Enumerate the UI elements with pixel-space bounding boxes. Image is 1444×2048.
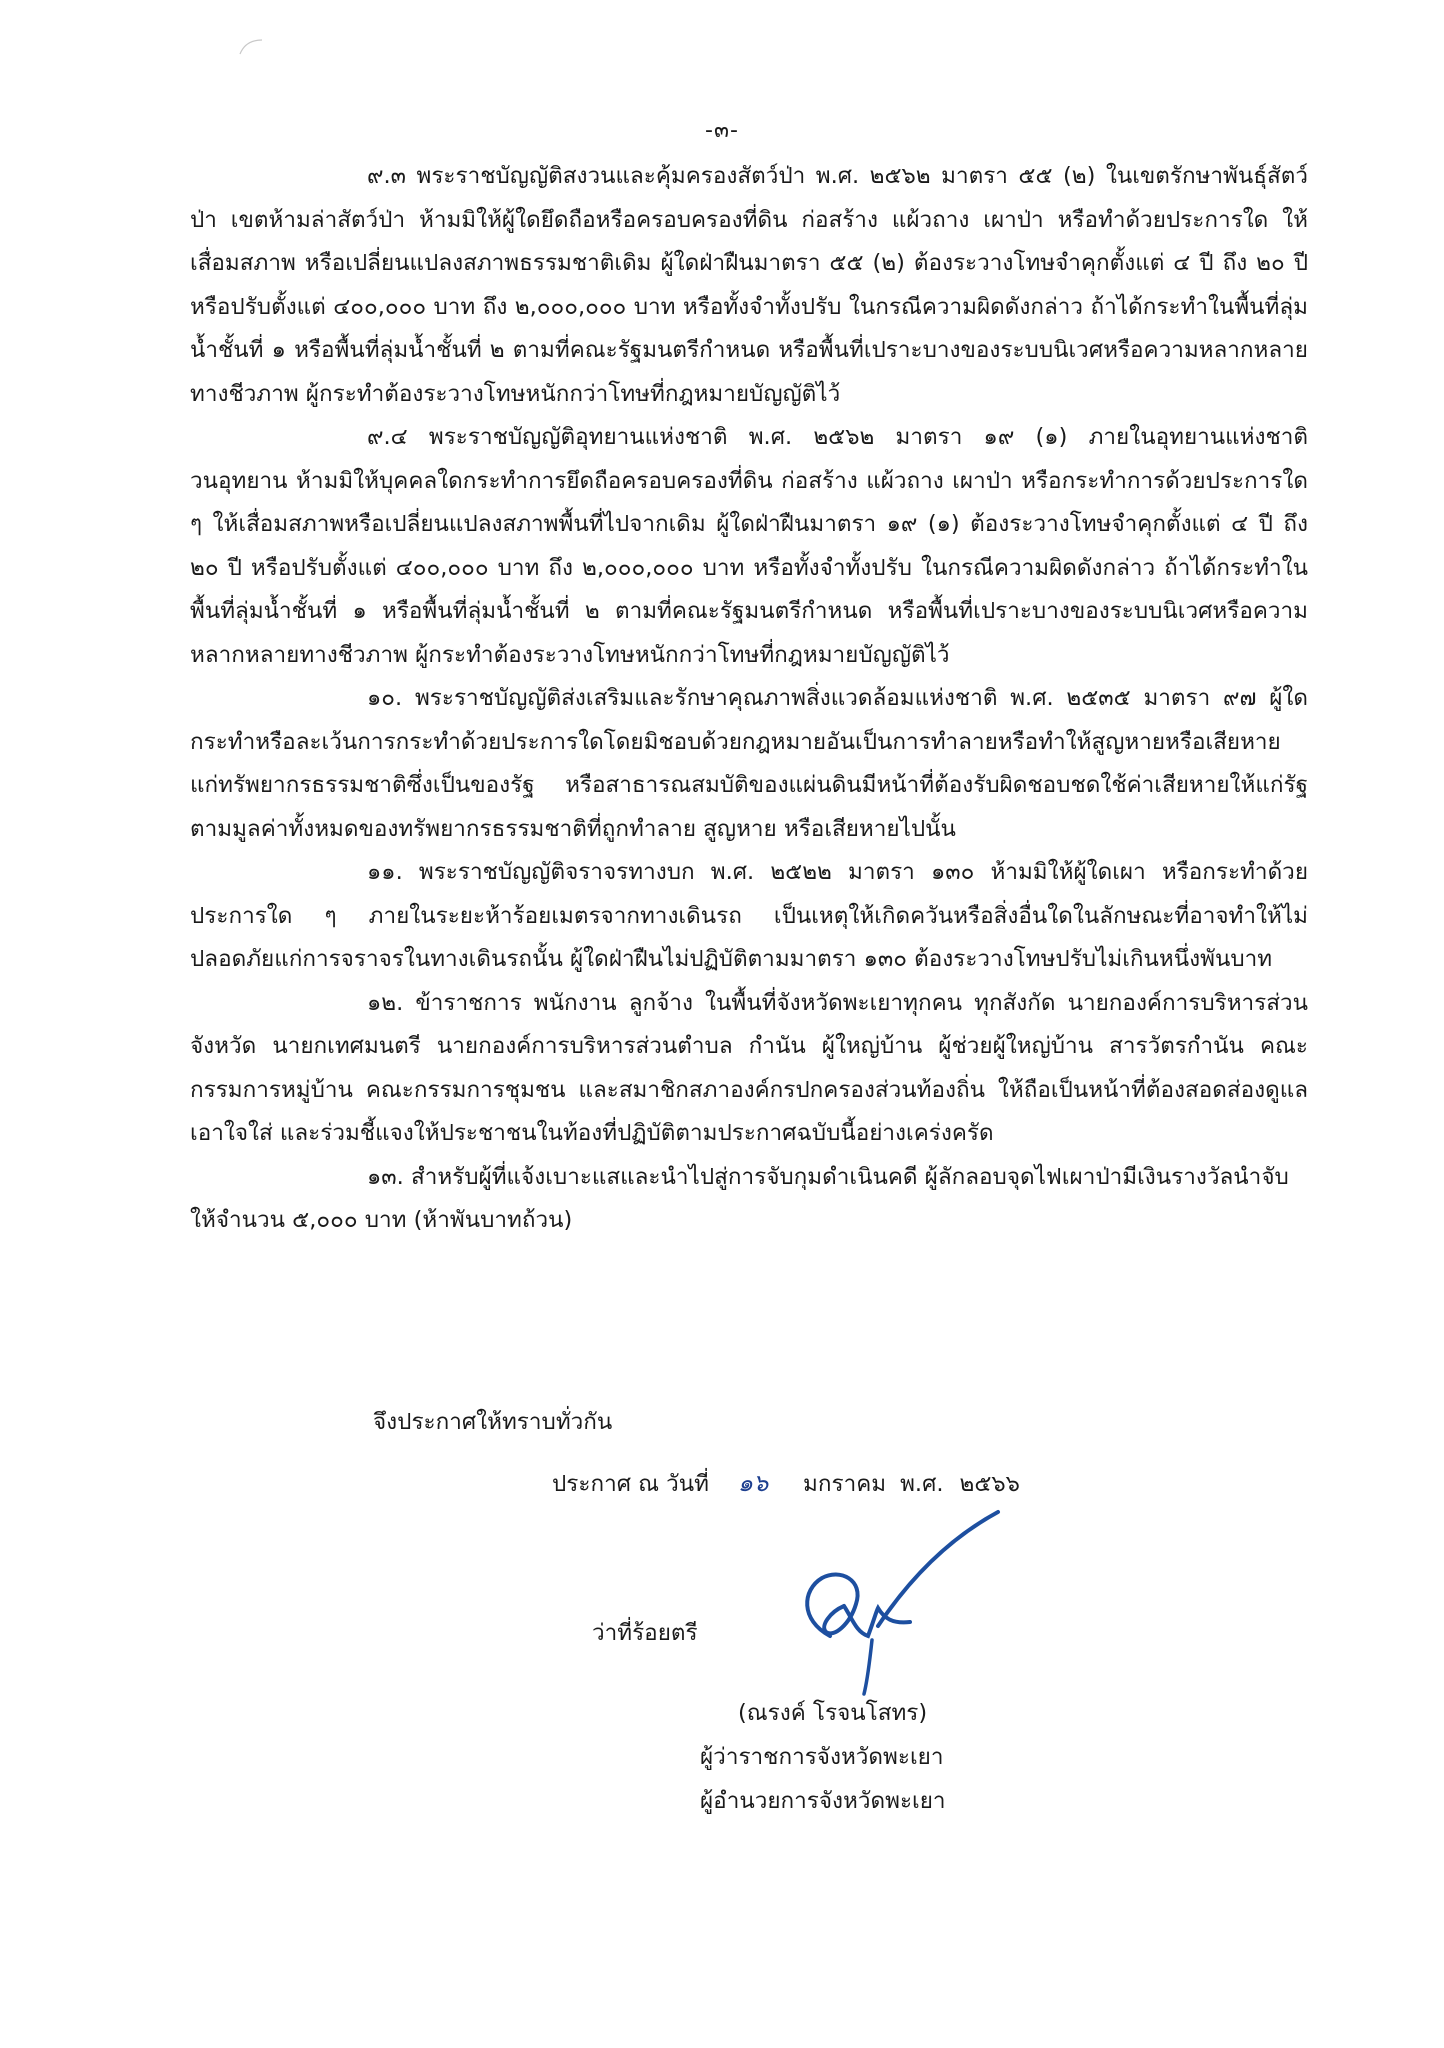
page-number: -๓- — [705, 118, 739, 143]
date-day: ๑๖ — [737, 1469, 769, 1497]
signer-name: (ณรงค์ โรจนโสทร) — [738, 1700, 928, 1726]
paragraph-11: ๑๑. พระราชบัญญัติจราจรทางบก พ.ศ. ๒๕๒๒ มาตรา ๑๓๐ ห้ามมิให้ผู้ใดเผา หรือกระทำด้วยประการใด ๆ ภายในระยะห้าร้อยเมตรจากทางเดินรถ เป็นเหตุให้เกิดควันหรือสิ่งอื่นใดในลักษณะที่อาจทำให้ไม่ปลอดภัยแก่การจราจรในทางเดินรถนั้น ผู้ใดฝ่าฝืนไม่ปฏิบัติตามมาตรา ๑๓๐ ต้องระวางโทษปรับไม่เกินหนึ่งพันบาท — [190, 859, 1308, 972]
announcement-date — [552, 1462, 1020, 1506]
paragraph-13: ๑๓. สำหรับผู้ที่แจ้งเบาะแสและนำไปสู่การจับกุมดำเนินคดี ผู้ลักลอบจุดไฟเผาป่ามีเงินรางวัลนำจับให้จำนวน ๕,๐๐๐ บาท (ห้าพันบาทถ้วน) — [190, 1163, 1289, 1233]
closing-statement: จึงประกาศให้ทราบทั่วกัน — [373, 1409, 613, 1435]
scan-mark — [236, 36, 266, 58]
paragraph-9-4: ๙.๔ พระราชบัญญัติอุทยานแห่งชาติ พ.ศ. ๒๕๖๒ มาตรา ๑๙ (๑) ภายในอุทยานแห่งชาติ วนอุทยาน ห้ามมิให้บุคคลใดกระทำการยึดถือครอบครองที่ดิน ก่อสร้าง แผ้วถาง เผาป่า หรือกระทำการด้วยประการใด ๆ ให้เสื่อมสภาพหรือเปลี่ยนแปลงสภาพพื้นที่ไปจากเดิม ผู้ใดฝ่าฝืนมาตรา ๑๙ (๑) ต้องระวางโทษจำคุกตั้งแต่ ๔ ปี ถึง ๒๐ ปี หรือปรับตั้งแต่ ๔๐๐,๐๐๐ บาท ถึง ๒,๐๐๐,๐๐๐ บาท หรือทั้งจำทั้งปรับ ในกรณีความผิดดังกล่าว ถ้าได้กระทำในพื้นที่ลุ่มน้ำชั้นที่ ๑ หรือพื้นที่ลุ่มน้ำชั้นที่ ๒ ตามที่คณะรัฐมนตรีกำหนด หรือพื้นที่เปราะบางของระบบนิเวศหรือความหลากหลายทางชีวภาพ ผู้กระทำต้องระวางโทษหนักกว่าโทษที่กฎหมายบัญญัติไว้ — [190, 424, 1308, 668]
date-month: มกราคม — [803, 1471, 887, 1497]
date-era: พ.ศ. — [900, 1471, 944, 1497]
date-prefix: ประกาศ ณ วันที่ — [552, 1471, 710, 1497]
signer-block — [700, 1691, 1000, 1823]
date-year: ๒๕๖๖ — [959, 1471, 1020, 1497]
signer-position-director: ผู้อำนวยการจังหวัดพะเยา — [700, 1788, 946, 1814]
paragraph-9-3: ๙.๓ พระราชบัญญัติสงวนและคุ้มครองสัตว์ป่า พ.ศ. ๒๕๖๒ มาตรา ๕๕ (๒) ในเขตรักษาพันธุ์สัตว์ป่า เขตห้ามล่าสัตว์ป่า ห้ามมิให้ผู้ใดยึดถือหรือครอบครองที่ดิน ก่อสร้าง แผ้วถาง เผาป่า หรือทำด้วยประการใด ให้เสื่อมสภาพ หรือเปลี่ยนแปลงสภาพธรรมชาติเดิม ผู้ใดฝ่าฝืนมาตรา ๕๕ (๒) ต้องระวางโทษจำคุกตั้งแต่ ๔ ปี ถึง ๒๐ ปี หรือปรับตั้งแต่ ๔๐๐,๐๐๐ บาท ถึง ๒,๐๐๐,๐๐๐ บาท หรือทั้งจำทั้งปรับ ในกรณีความผิดดังกล่าว ถ้าได้กระทำในพื้นที่ลุ่มน้ำชั้นที่ ๑ หรือพื้นที่ลุ่มน้ำชั้นที่ ๒ ตามที่คณะรัฐมนตรีกำหนด หรือพื้นที่เปราะบางของระบบนิเวศหรือความหลากหลายทางชีวภาพ ผู้กระทำต้องระวางโทษหนักกว่าโทษที่กฎหมายบัญญัติไว้ — [190, 163, 1308, 407]
paragraph-10: ๑๐. พระราชบัญญัติส่งเสริมและรักษาคุณภาพสิ่งแวดล้อมแห่งชาติ พ.ศ. ๒๕๓๕ มาตรา ๙๗ ผู้ใดกระทำหรือละเว้นการกระทำด้วยประการใดโดยมิชอบด้วยกฎหมายอันเป็นการทำลายหรือทำให้สูญหายหรือเสียหายแก่ทรัพยากรธรรมชาติซึ่งเป็นของรัฐ หรือสาธารณสมบัติของแผ่นดินมีหน้าที่ต้องรับผิดชอบชดใช้ค่าเสียหายให้แก่รัฐตามมูลค่าทั้งหมดของทรัพยากรธรรมชาติที่ถูกทำลาย สูญหาย หรือเสียหายไปนั้น — [190, 685, 1308, 842]
document-body — [190, 155, 1308, 1243]
handwritten-signature — [760, 1508, 1030, 1698]
paragraph-12: ๑๒. ข้าราชการ พนักงาน ลูกจ้าง ในพื้นที่จังหวัดพะเยาทุกคน ทุกสังกัด นายกองค์การบริหารส่วนจังหวัด นายกเทศมนตรี นายกองค์การบริหารส่วนตำบล กำนัน ผู้ใหญ่บ้าน ผู้ช่วยผู้ใหญ่บ้าน สารวัตรกำนัน คณะกรรมการหมู่บ้าน คณะกรรมการชุมชน และสมาชิกสภาองค์กรปกครองส่วนท้องถิ่น ให้ถือเป็นหน้าที่ต้องสอดส่องดูแลเอาใจใส่ และร่วมชี้แจงให้ประชาชนในท้องที่ปฏิบัติตามประกาศฉบับนี้อย่างเคร่งครัด — [190, 989, 1308, 1146]
signer-position-governor: ผู้ว่าราชการจังหวัดพะเยา — [700, 1744, 944, 1770]
signer-rank: ว่าที่ร้อยตรี — [592, 1620, 698, 1646]
